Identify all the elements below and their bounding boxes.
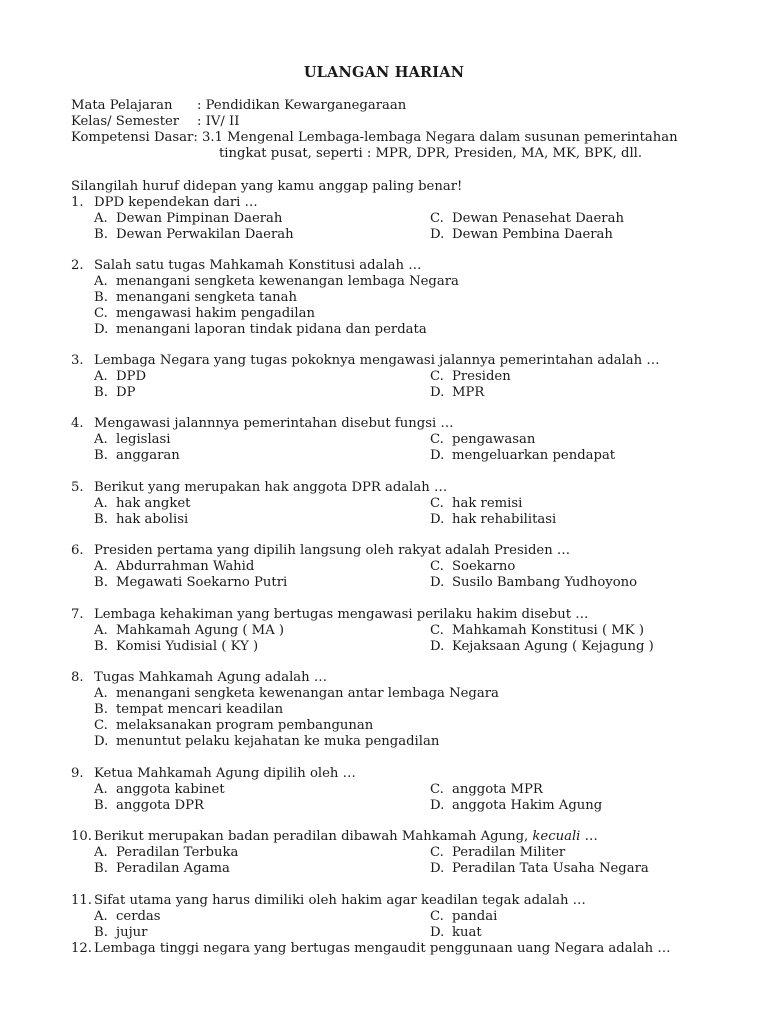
question-number: 10. xyxy=(71,829,92,844)
question-7 xyxy=(71,607,711,655)
subject-value: : Pendidikan Kewarganegaraan xyxy=(197,98,407,113)
option-b[interactable]: B. Dewan Perwakilan Daerah xyxy=(94,227,294,242)
kd-row-cont xyxy=(219,146,642,162)
option-c[interactable]: C. Dewan Penasehat Daerah xyxy=(430,211,624,226)
option-b[interactable]: B. anggaran xyxy=(94,448,180,463)
class-value: : IV/ II xyxy=(197,114,240,129)
question-number: 4. xyxy=(71,416,84,431)
option-b[interactable]: B. DP xyxy=(94,385,136,400)
question-text: Berikut merupakan badan peradilan dibawah Mahkamah Agung, kecuali … xyxy=(94,829,598,844)
option-c[interactable]: C. pandai xyxy=(430,909,498,924)
option-a[interactable]: A. Peradilan Terbuka xyxy=(94,845,239,860)
option-b[interactable]: B. tempat mencari keadilan xyxy=(94,702,284,717)
question-9 xyxy=(71,766,711,814)
question-text: Sifat utama yang harus dimiliki oleh hakim agar keadilan tegak adalah … xyxy=(94,893,586,908)
option-d[interactable]: D. Peradilan Tata Usaha Negara xyxy=(430,861,649,876)
question-text: Presiden pertama yang dipilih langsung oleh rakyat adalah Presiden … xyxy=(94,543,571,558)
question-number: 6. xyxy=(71,543,84,558)
question-emphasis: kecuali xyxy=(532,829,581,844)
option-d[interactable]: D. hak rehabilitasi xyxy=(430,512,557,527)
option-a[interactable]: A. cerdas xyxy=(94,909,161,924)
option-d[interactable]: D. mengeluarkan pendapat xyxy=(430,448,616,463)
option-d[interactable]: D. anggota Hakim Agung xyxy=(430,798,603,813)
question-11 xyxy=(71,893,711,941)
question-number: 8. xyxy=(71,670,84,685)
option-d[interactable]: D. Dewan Pembina Daerah xyxy=(430,227,613,242)
option-d[interactable]: D. MPR xyxy=(430,385,485,400)
question-text: Berikut yang merupakan hak anggota DPR adalah … xyxy=(94,480,448,495)
question-3 xyxy=(71,353,711,401)
option-b[interactable]: B. Komisi Yudisial ( KY ) xyxy=(94,639,259,654)
option-b[interactable]: B. hak abolisi xyxy=(94,512,189,527)
option-a[interactable]: A. hak angket xyxy=(94,496,191,511)
subject-row xyxy=(71,98,406,114)
option-a[interactable]: A. menangani sengketa kewenangan antar lembaga Negara xyxy=(94,686,499,701)
option-d[interactable]: D. menangani laporan tindak pidana dan perdata xyxy=(94,322,427,337)
option-a[interactable]: A. Dewan Pimpinan Daerah xyxy=(94,211,283,226)
option-c[interactable]: C. Peradilan Militer xyxy=(430,845,566,860)
question-text: Ketua Mahkamah Agung dipilih oleh … xyxy=(94,766,356,781)
question-12 xyxy=(71,941,711,957)
question-number: 1. xyxy=(71,195,84,210)
question-text: Lembaga kehakiman yang bertugas mengawasi perilaku hakim disebut … xyxy=(94,607,589,622)
question-number: 12. xyxy=(71,941,92,956)
option-c[interactable]: C. anggota MPR xyxy=(430,782,543,797)
option-d[interactable]: D. Susilo Bambang Yudhoyono xyxy=(430,575,638,590)
question-8 xyxy=(71,670,711,750)
option-c[interactable]: C. hak remisi xyxy=(430,496,523,511)
question-6 xyxy=(71,543,711,591)
option-c[interactable]: C. melaksanakan program pembangunan xyxy=(94,718,374,733)
question-number: 2. xyxy=(71,258,84,273)
option-b[interactable]: B. Peradilan Agama xyxy=(94,861,230,876)
option-c[interactable]: C. Soekarno xyxy=(430,559,516,574)
option-c[interactable]: C. mengawasi hakim pengadilan xyxy=(94,306,315,321)
question-text: DPD kependekan dari … xyxy=(94,195,258,210)
option-d[interactable]: D. kuat xyxy=(430,925,482,940)
instruction: Silangilah huruf didepan yang kamu anggap paling benar! xyxy=(71,179,463,194)
question-number: 11. xyxy=(71,893,92,908)
subject-label: Mata Pelajaran xyxy=(71,98,173,113)
option-d[interactable]: D. Kejaksaan Agung ( Kejagung ) xyxy=(430,639,654,654)
option-b[interactable]: B. Megawati Soekarno Putri xyxy=(94,575,288,590)
option-b[interactable]: B. jujur xyxy=(94,925,148,940)
kd-label: Kompetensi Dasar xyxy=(71,130,194,145)
kd-value-2: tingkat pusat, seperti : MPR, DPR, Presiden, MA, MK, BPK, dll. xyxy=(219,146,643,161)
option-a[interactable]: A. Mahkamah Agung ( MA ) xyxy=(94,623,285,638)
option-a[interactable]: A. legislasi xyxy=(94,432,171,447)
question-number: 9. xyxy=(71,766,84,781)
option-b[interactable]: B. menangani sengketa tanah xyxy=(94,290,298,305)
option-a[interactable]: A. anggota kabinet xyxy=(94,782,225,797)
class-label: Kelas/ Semester xyxy=(71,114,180,129)
question-number: 5. xyxy=(71,480,84,495)
question-text: Lembaga tinggi negara yang bertugas mengaudit penggunaan uang Negara adalah … xyxy=(94,941,671,956)
option-a[interactable]: A. menangani sengketa kewenangan lembaga Negara xyxy=(94,274,459,289)
question-1 xyxy=(71,195,711,243)
option-c[interactable]: C. pengawasan xyxy=(430,432,536,447)
option-b[interactable]: B. anggota DPR xyxy=(94,798,204,813)
kd-row xyxy=(71,130,678,146)
question-2 xyxy=(71,258,711,338)
class-row xyxy=(71,114,239,130)
page-title: ULANGAN HARIAN xyxy=(303,64,465,81)
option-c[interactable]: C. Presiden xyxy=(430,369,511,384)
option-d[interactable]: D. menuntut pelaku kejahatan ke muka pengadilan xyxy=(94,734,440,749)
kd-value-1: : 3.1 Mengenal Lembaga-lembaga Negara dalam susunan pemerintahan xyxy=(193,130,678,145)
question-text: Lembaga Negara yang tugas pokoknya mengawasi jalannya pemerintahan adalah … xyxy=(94,353,660,368)
option-c[interactable]: C. Mahkamah Konstitusi ( MK ) xyxy=(430,623,644,638)
option-a[interactable]: A. Abdurrahman Wahid xyxy=(94,559,255,574)
question-number: 3. xyxy=(71,353,84,368)
question-number: 7. xyxy=(71,607,84,622)
option-a[interactable]: A. DPD xyxy=(94,369,147,384)
question-text: Tugas Mahkamah Agung adalah … xyxy=(94,670,328,685)
question-text: Salah satu tugas Mahkamah Konstitusi adalah … xyxy=(94,258,422,273)
question-4 xyxy=(71,416,711,464)
question-10 xyxy=(71,829,711,877)
question-5 xyxy=(71,480,711,528)
question-text: Mengawasi jalannnya pemerintahan disebut fungsi … xyxy=(94,416,454,431)
